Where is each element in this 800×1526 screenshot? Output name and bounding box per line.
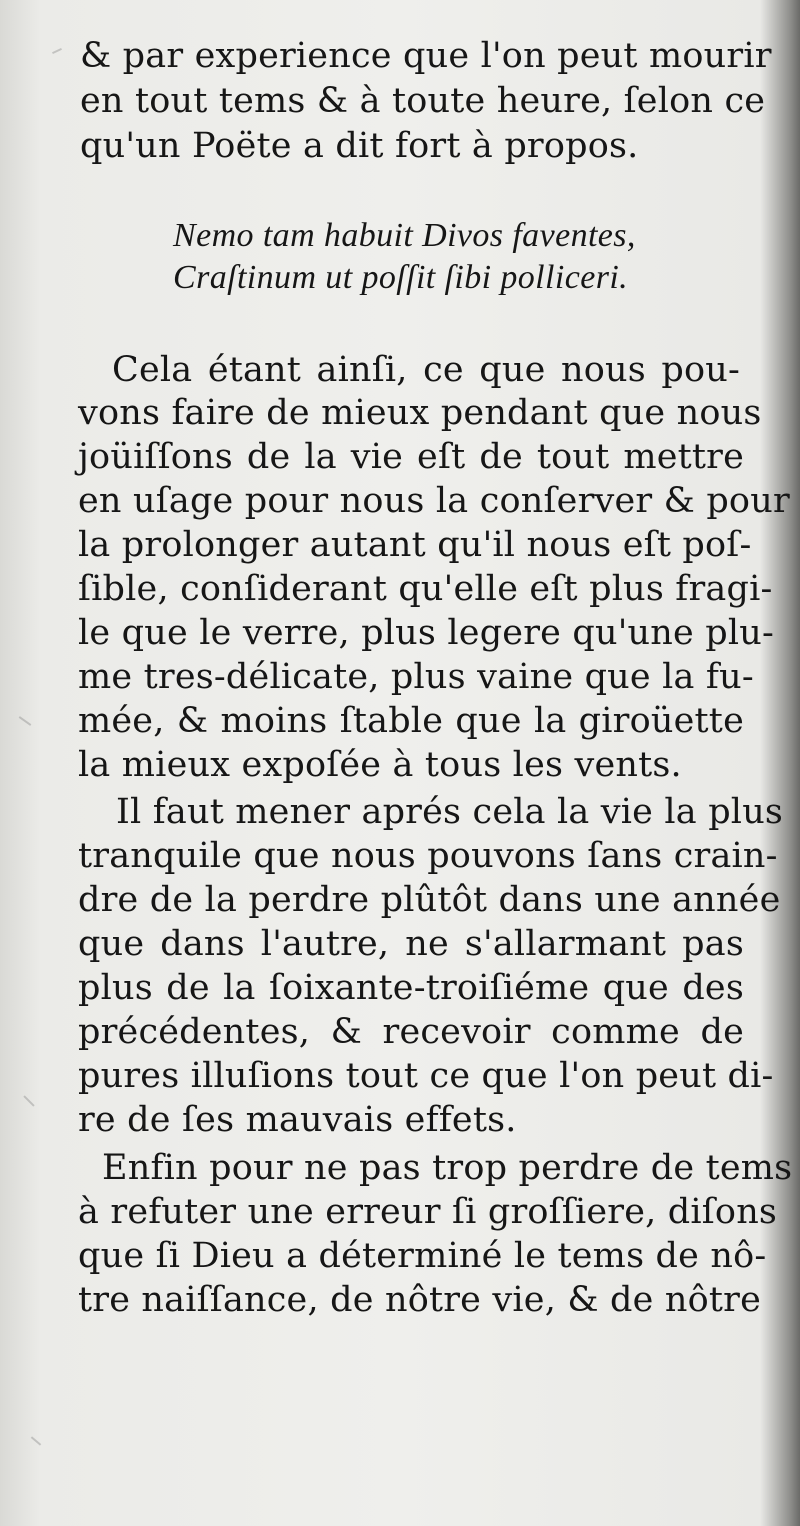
text-line: la mieux expoſée à tous les vents. <box>78 745 682 785</box>
scan-mark <box>19 716 32 726</box>
text-line: la prolonger autant qu'il nous eſt poſ- <box>78 525 752 565</box>
text-line: vons faire de mieux pendant que nous <box>78 393 762 433</box>
text-line: qu'un Poëte a dit fort à propos. <box>80 126 639 166</box>
text-line: dre de la perdre plûtôt dans une année <box>78 880 781 920</box>
text-line: ſible, conſiderant qu'elle eſt plus fragi- <box>78 569 773 609</box>
text-line: tre naiſſance, de nôtre vie, & de nôtre <box>78 1280 761 1320</box>
text-line: Il faut mener aprés cela la vie la plus <box>116 792 784 832</box>
text-line: pures illuſions tout ce que l'on peut di- <box>78 1056 774 1096</box>
text-line: me tres-délicate, plus vaine que la fu- <box>78 657 754 697</box>
verse-line: Craſtinum ut poſſit ſibi polliceri. <box>173 259 629 296</box>
text-line: en tout tems & à toute heure, ſelon ce <box>80 81 766 121</box>
text-line: mée, & moins ſtable que la giroüette <box>78 701 744 741</box>
text-line: tranquile que nous pouvons ſans crain- <box>78 836 778 876</box>
text-line: en uſage pour nous la conſerver & pour <box>78 481 790 521</box>
text-line: & par experience que l'on peut mourir <box>80 36 772 76</box>
text-line: que ſi Dieu a déterminé le tems de nô- <box>78 1236 767 1276</box>
text-line: précédentes, & recevoir comme de <box>78 1012 744 1052</box>
text-line: Enfin pour ne pas trop perdre de tems <box>102 1148 793 1188</box>
text-line: re de ſes mauvais effets. <box>78 1100 517 1140</box>
text-line: plus de la ſoixante-troiſiéme que des <box>78 968 744 1008</box>
text-line: à refuter une erreur ſi groſſiere, diſons <box>78 1192 778 1232</box>
text-line: que dans l'autre, ne s'allarmant pas <box>78 924 744 964</box>
scan-mark <box>31 1436 41 1445</box>
verse-line: Nemo tam habuit Divos faventes, <box>173 217 636 254</box>
text-line: le que le verre, plus legere qu'une plu- <box>78 613 775 653</box>
text-line: joüiſſons de la vie eſt de tout mettre <box>78 437 744 477</box>
scan-mark <box>52 48 62 54</box>
scan-mark <box>23 1095 34 1106</box>
text-line: Cela étant ainſi, ce que nous pou- <box>112 350 740 390</box>
